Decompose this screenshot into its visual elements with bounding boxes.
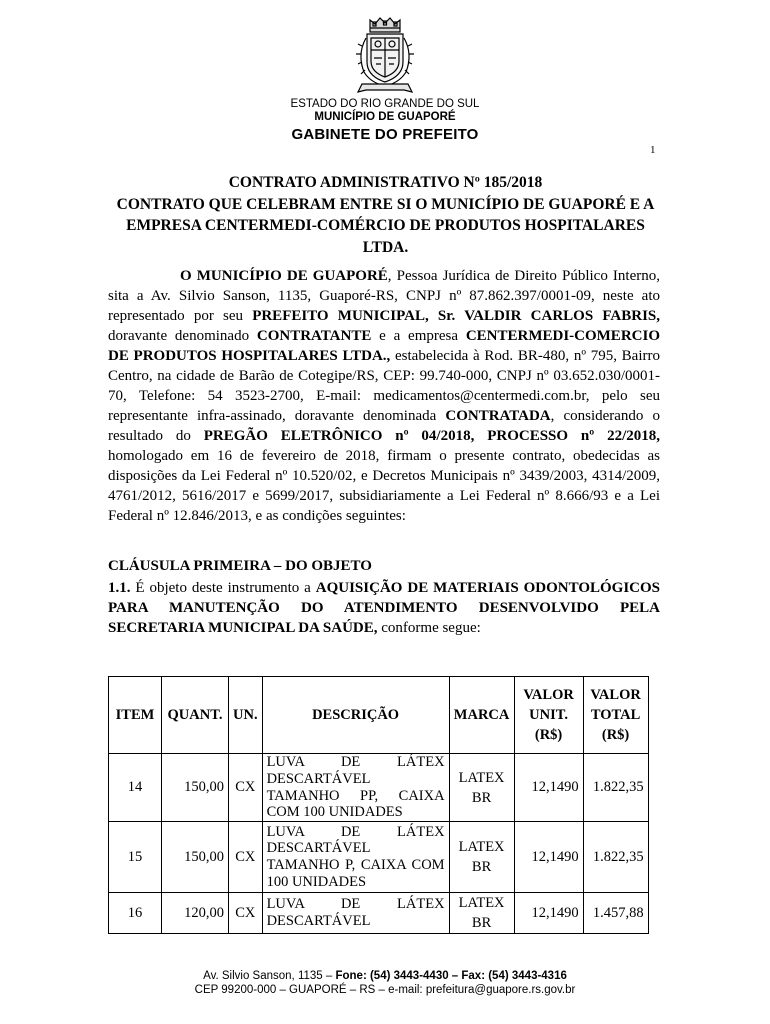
cell-valor-unit: 12,1490 (514, 822, 583, 893)
cell-marca: LATEX BR (449, 822, 514, 893)
cell-descricao: LUVA DE LÁTEX DESCARTÁVEL TAMANHO PP, CAIXA COM 100 UNIDADES (262, 754, 449, 822)
cell-valor-total: 1.457,88 (583, 893, 648, 934)
contract-title-line1: CONTRATO ADMINISTRATIVO Nº 185/2018 (228, 174, 543, 191)
header-office: GABINETE DO PREFEITO (291, 126, 479, 143)
header-state: ESTADO DO RIO GRANDE DO SUL (290, 98, 480, 110)
cell-quant: 120,00 (162, 893, 229, 934)
header-municipality: MUNICÍPIO DE GUAPORÉ (314, 111, 456, 123)
cell-marca: LATEX BR (449, 893, 514, 934)
footer-address-line (0, 969, 770, 983)
header-valor-unit: VALOR UNIT. (R$) (514, 677, 583, 754)
cell-un: CX (229, 893, 263, 934)
header-un: UN. (229, 677, 263, 754)
cell-un: CX (229, 822, 263, 893)
header-valor-total: VALOR TOTAL (R$) (583, 677, 648, 754)
cell-item: 15 (109, 822, 162, 893)
footer-address: Av. Silvio Sanson, 1135 – (203, 970, 336, 982)
preamble-pregao: PREGÃO ELETRÔNICO nº 04/2018, PROCESSO nº 22/2018, (203, 428, 660, 444)
items-table (108, 676, 649, 934)
preamble-text: , considerando o resultado do (108, 408, 660, 444)
preamble-text: homologado em 16 de fevereiro de 2018, firmam o presente contrato, obedecidas as disposições da Lei Federal nº 10.520/02, e Decretos Municipais nº 3439/2003, 4314/2009, 4761/2012, 5616/2017 e 5699/2017, subsidiariamente a Lei Federal nº 8.666/93 e a Lei Federal nº 12.846/2013, e as condições seguintes: (108, 448, 660, 524)
header-marca: MARCA (449, 677, 514, 754)
preamble-text: doravante denominado (108, 328, 257, 344)
preamble-text: e a empresa (371, 328, 466, 344)
contract-title-line2: CONTRATO QUE CELEBRAM ENTRE SI O MUNICÍPIO DE GUAPORÉ E A EMPRESA CENTERMEDI-COMÉRCIO DE PRODUTOS HOSPITALARES LTDA. (116, 195, 655, 256)
cell-item: 14 (109, 754, 162, 822)
clause-1-object: AQUISIÇÃO DE MATERIAIS ODONTOLÓGICOS PARA MANUTENÇÃO DO ATENDIMENTO DESENVOLVIDO PELA SECRETARIA MUNICIPAL DA SAÚDE, (108, 580, 661, 636)
preamble-contratante: CONTRATANTE (256, 328, 372, 344)
cell-quant: 150,00 (162, 754, 229, 822)
cell-un: CX (229, 754, 263, 822)
clause-1-body: É objeto deste instrumento a (130, 580, 316, 596)
page-number: 1 (650, 144, 656, 156)
preamble-paragraph (108, 266, 660, 526)
contract-title (108, 172, 663, 258)
footer-cep-email: CEP 99200-000 – GUAPORÉ – RS – e-mail: prefeitura@guapore.rs.gov.br (194, 984, 576, 996)
preamble-company: CENTERMEDI-COMERCIO DE PRODUTOS HOSPITALARES LTDA., (108, 328, 660, 364)
municipal-coat-of-arms (354, 14, 416, 98)
cell-quant: 150,00 (162, 822, 229, 893)
preamble-mayor: PREFEITO MUNICIPAL, Sr. VALDIR CARLOS FABRIS, (252, 308, 660, 324)
cell-marca: LATEX BR (449, 754, 514, 822)
table-row (109, 754, 649, 822)
preamble-text: , Pessoa Jurídica de Direito Público Interno, sita a Av. Silvio Sanson, 1135, Guaporé-RS, CNPJ nº 87.862.397/0001-09, neste ato representado por seu (108, 268, 660, 324)
preamble-text: estabelecida à Rod. BR-480, nº 795, Bairro Centro, na cidade de Barão de Cotegipe/RS, CEP: 99.740-000, CNPJ nº 03.652.030/0001-70, Telefone: 54 3523-2700, E-mail: medicamentos@centermedi.com.br, pelo seu representante infra-assinado, doravante denominada (108, 348, 660, 424)
cell-item: 16 (109, 893, 162, 934)
header-item: ITEM (109, 677, 162, 754)
clause-1-text (108, 578, 660, 638)
cell-valor-unit: 12,1490 (514, 893, 583, 934)
clause-1-title: CLÁUSULA PRIMEIRA – DO OBJETO (108, 558, 372, 574)
clause-1-number: 1.1. (108, 580, 131, 596)
table-row (109, 893, 649, 934)
cell-descricao: LUVA DE LÁTEX DESCARTÁVEL (262, 893, 449, 934)
footer-phones: Fone: (54) 3443-4430 – Fax: (54) 3443-4316 (335, 970, 567, 982)
preamble-party-municipality: O MUNICÍPIO DE GUAPORÉ (180, 268, 388, 284)
table-header-row (109, 677, 649, 754)
header-descricao: DESCRIÇÃO (262, 677, 449, 754)
clause-1-body: conforme segue: (377, 620, 481, 636)
cell-valor-total: 1.822,35 (583, 822, 648, 893)
table-row (109, 822, 649, 893)
cell-descricao: LUVA DE LÁTEX DESCARTÁVEL TAMANHO P, CAIXA COM 100 UNIDADES (262, 822, 449, 893)
header-quant: QUANT. (162, 677, 229, 754)
cell-valor-unit: 12,1490 (514, 754, 583, 822)
cell-valor-total: 1.822,35 (583, 754, 648, 822)
preamble-contratada: CONTRATADA (445, 408, 551, 424)
